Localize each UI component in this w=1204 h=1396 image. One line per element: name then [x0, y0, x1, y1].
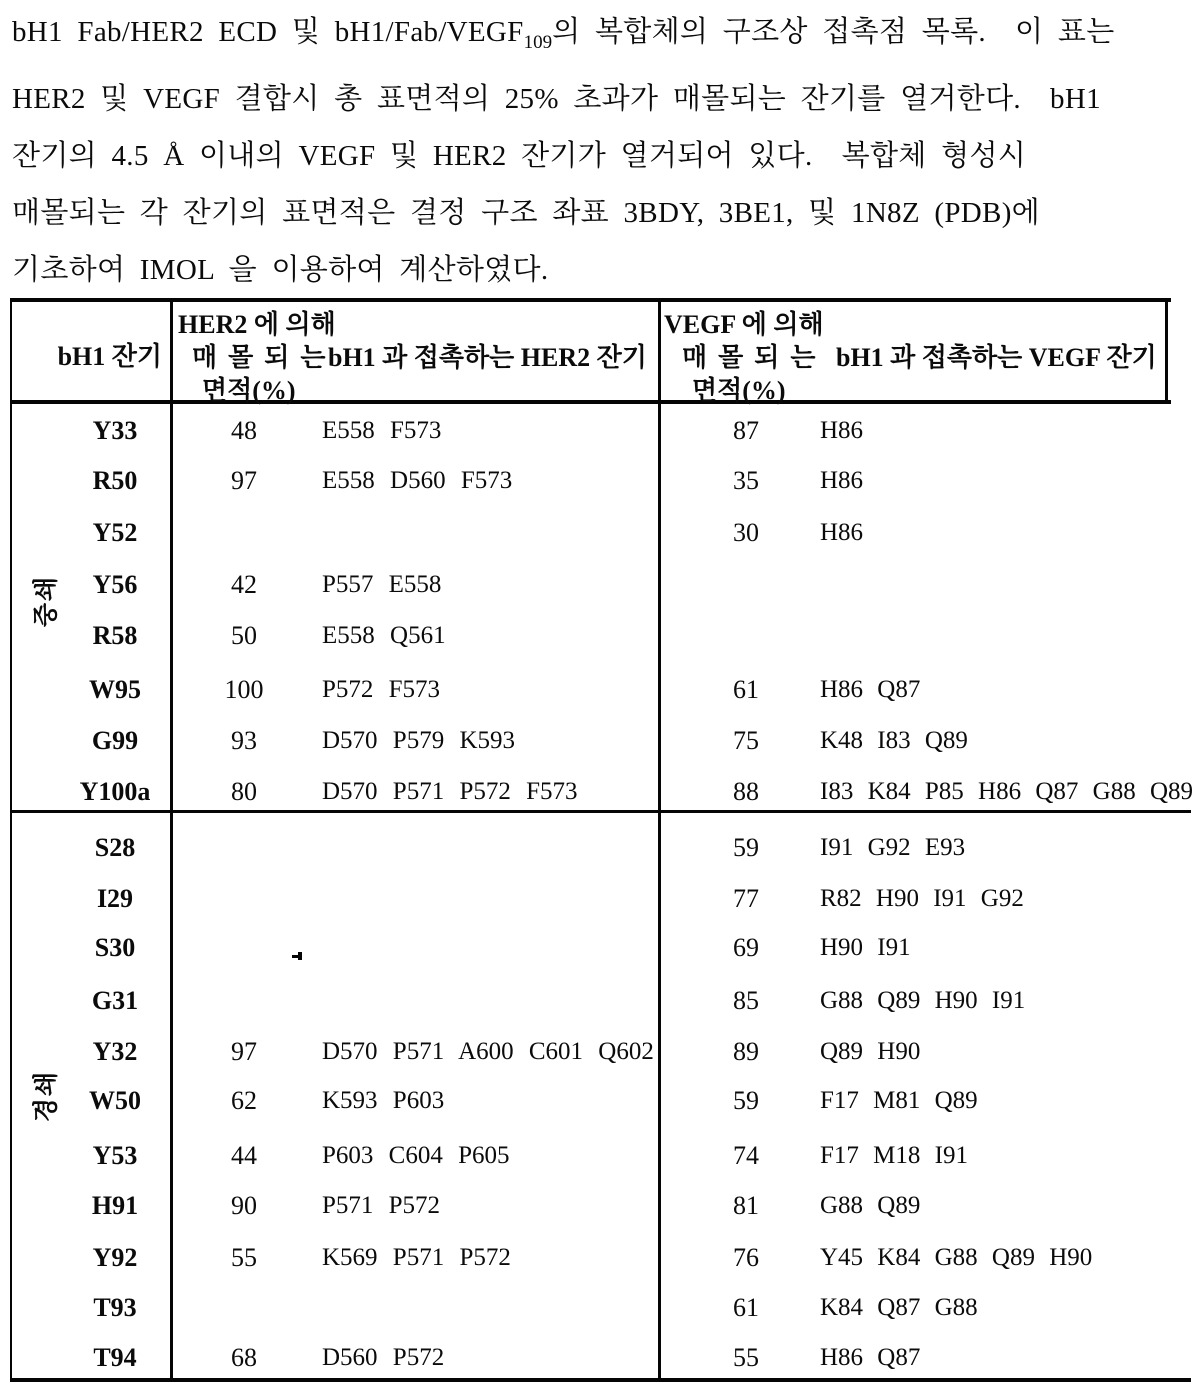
residue-cell: Y32: [92, 1037, 138, 1066]
table-row: [0, 1339, 1204, 1377]
vegf-pct-cell: 61: [733, 1293, 759, 1322]
vegf-contacts-cell: Q89 H90: [820, 1038, 921, 1065]
her2-contacts-cell: E558 Q561: [322, 622, 446, 649]
residue-cell: T93: [93, 1293, 137, 1322]
table-row: [0, 1239, 1204, 1277]
scan-artifact: [298, 952, 302, 960]
residue-cell: Y100a: [79, 777, 151, 806]
vegf-contacts-cell: K48 I83 Q89: [820, 727, 968, 754]
vegf-pct-cell: 59: [733, 833, 759, 862]
table-row: [0, 1289, 1204, 1327]
header-her2-buried-line1: HER2 에 의해: [178, 310, 336, 339]
her2-pct-cell: 44: [231, 1141, 257, 1170]
group-label-heavy-chain: 중쇄: [33, 574, 60, 628]
her2-pct-cell: 42: [231, 570, 257, 599]
vegf-pct-cell: 61: [733, 675, 759, 704]
vegf-contacts-cell: F17 M81 Q89: [820, 1087, 978, 1114]
caption-line1-post: 의 복합체의 구조상 접촉점 목록. 이 표는: [552, 16, 1115, 48]
table-header-bottom-border: [10, 400, 1171, 404]
table-bottom-border: [10, 1378, 1191, 1382]
her2-contacts-cell: D570 P579 K593: [322, 727, 516, 754]
vegf-contacts-cell: H86 Q87: [820, 676, 921, 703]
residue-cell: G31: [91, 986, 139, 1015]
table-row: [0, 829, 1204, 867]
group-label-light-chain: 경쇄: [33, 1069, 60, 1123]
vegf-pct-cell: 85: [733, 986, 759, 1015]
vegf-pct-cell: 77: [733, 884, 759, 913]
header-vegf-buried-line2: 매몰되는: [682, 343, 827, 372]
residue-cell: Y52: [92, 518, 138, 547]
table-row: [0, 880, 1204, 918]
residue-cell: R50: [92, 466, 138, 495]
her2-contacts-cell: E558 D560 F573: [322, 467, 513, 494]
table-row: [0, 1082, 1204, 1120]
vegf-contacts-cell: G88 Q89: [820, 1192, 921, 1219]
residue-cell: S30: [94, 933, 136, 962]
header-her2-buried-line3: 면적(%): [202, 376, 296, 405]
vegf-contacts-cell: I83 K84 P85 H86 Q87 G88 Q89: [820, 778, 1193, 805]
residue-cell: Y56: [92, 570, 138, 599]
vegf-pct-cell: 76: [733, 1243, 759, 1272]
vegf-contacts-cell: H86: [820, 417, 864, 444]
vegf-contacts-cell: H86: [820, 467, 864, 494]
residue-cell: H91: [91, 1191, 139, 1220]
her2-pct-cell: 55: [231, 1243, 257, 1272]
vegf-contacts-cell: Y45 K84 G88 Q89 H90: [820, 1244, 1093, 1271]
table-top-border: [10, 298, 1171, 302]
her2-contacts-cell: K593 P603: [322, 1087, 445, 1114]
caption-line1-pre: bH1 Fab/HER2 ECD 및 bH1/Fab/VEGF: [12, 16, 524, 48]
caption-line-3: 잔기의 4.5 Å 이내의 VEGF 및 HER2 잔기가 열거되어 있다. 복합체 형성시: [12, 140, 1027, 172]
table-row: [0, 566, 1204, 604]
header-her2-contacts: bH1 과 접촉하는 HER2 잔기: [328, 343, 647, 372]
her2-contacts-cell: D570 P571 A600 C601 Q602: [322, 1038, 654, 1065]
header-right-border: [1165, 298, 1168, 404]
residue-cell: S28: [94, 833, 136, 862]
table-row: [0, 514, 1204, 552]
vegf-pct-cell: 69: [733, 933, 759, 962]
residue-cell: Y53: [92, 1141, 138, 1170]
her2-pct-cell: 97: [231, 1037, 257, 1066]
vegf-pct-cell: 81: [733, 1191, 759, 1220]
caption-line-2: HER2 및 VEGF 결합시 총 표면적의 25% 초과가 매몰되는 잔기를 열거한다. bH1: [12, 83, 1101, 115]
table-row: [0, 412, 1204, 450]
caption-line-1: [12, 4, 1196, 71]
vegf109-subscript: 109: [523, 32, 553, 53]
header-bh1-residue: bH1 잔기: [57, 342, 162, 371]
residue-cell: R58: [92, 621, 138, 650]
header-her2-buried-line2: 매몰되는: [192, 343, 337, 372]
residue-cell: Y92: [92, 1243, 138, 1272]
vegf-pct-cell: 30: [733, 518, 759, 547]
her2-pct-cell: 90: [231, 1191, 257, 1220]
her2-pct-cell: 50: [231, 621, 257, 650]
residue-cell: W95: [89, 675, 141, 704]
residue-cell: Y33: [92, 416, 138, 445]
vegf-pct-cell: 75: [733, 726, 759, 755]
vegf-pct-cell: 74: [733, 1141, 759, 1170]
vegf-contacts-cell: H90 I91: [820, 934, 911, 961]
table-row: [0, 982, 1204, 1020]
her2-pct-cell: 80: [231, 777, 257, 806]
vegf-contacts-cell: R82 H90 I91 G92: [820, 885, 1024, 912]
header-vegf-contacts: bH1 과 접촉하는 VEGF 잔기: [836, 343, 1157, 372]
table-row: [0, 462, 1204, 500]
residue-cell: G99: [91, 726, 139, 755]
table-row: [0, 1033, 1204, 1071]
her2-contacts-cell: D560 P572: [322, 1344, 445, 1371]
table-row: [0, 773, 1204, 811]
caption-line-4: 매몰되는 각 잔기의 표면적은 결정 구조 좌표 3BDY, 3BE1, 및 1N8Z (PDB)에: [12, 197, 1040, 229]
residue-cell: W50: [89, 1086, 141, 1115]
vegf-contacts-cell: H86: [820, 519, 864, 546]
her2-pct-cell: 68: [231, 1343, 257, 1372]
her2-contacts-cell: D570 P571 P572 F573: [322, 778, 578, 805]
table-row: [0, 1137, 1204, 1175]
vegf-contacts-cell: K84 Q87 G88: [820, 1294, 978, 1321]
her2-contacts-cell: P571 P572: [322, 1192, 441, 1219]
her2-contacts-cell: E558 F573: [322, 417, 442, 444]
table-row: [0, 929, 1204, 967]
caption-line-5: 기초하여 IMOL 을 이용하여 계산하였다.: [12, 254, 549, 286]
vegf-pct-cell: 87: [733, 416, 759, 445]
table-row: [0, 617, 1204, 655]
her2-pct-cell: 97: [231, 466, 257, 495]
table-caption: [12, 4, 1196, 299]
residue-cell: I29: [96, 884, 134, 913]
her2-pct-cell: 48: [231, 416, 257, 445]
table-row: [0, 722, 1204, 760]
her2-contacts-cell: K569 P571 P572: [322, 1244, 511, 1271]
table-row: [0, 671, 1204, 709]
residue-cell: T94: [93, 1343, 137, 1372]
vegf-pct-cell: 35: [733, 466, 759, 495]
vegf-contacts-cell: G88 Q89 H90 I91: [820, 987, 1026, 1014]
vegf-pct-cell: 55: [733, 1343, 759, 1372]
her2-contacts-cell: P572 F573: [322, 676, 441, 703]
header-vegf-buried-line1: VEGF 에 의해: [664, 310, 824, 339]
vegf-pct-cell: 59: [733, 1086, 759, 1115]
her2-pct-cell: 62: [231, 1086, 257, 1115]
her2-pct-cell: 100: [224, 675, 264, 704]
her2-contacts-cell: P603 C604 P605: [322, 1142, 510, 1169]
vegf-contacts-cell: I91 G92 E93: [820, 834, 966, 861]
vegf-pct-cell: 88: [733, 777, 759, 806]
vegf-contacts-cell: F17 M18 I91: [820, 1142, 968, 1169]
vegf-pct-cell: 89: [733, 1037, 759, 1066]
vegf-contacts-cell: H86 Q87: [820, 1344, 921, 1371]
header-vegf-buried-line3: 면적(%): [692, 376, 786, 405]
table-row: [0, 1187, 1204, 1225]
her2-pct-cell: 93: [231, 726, 257, 755]
her2-contacts-cell: P557 E558: [322, 571, 442, 598]
